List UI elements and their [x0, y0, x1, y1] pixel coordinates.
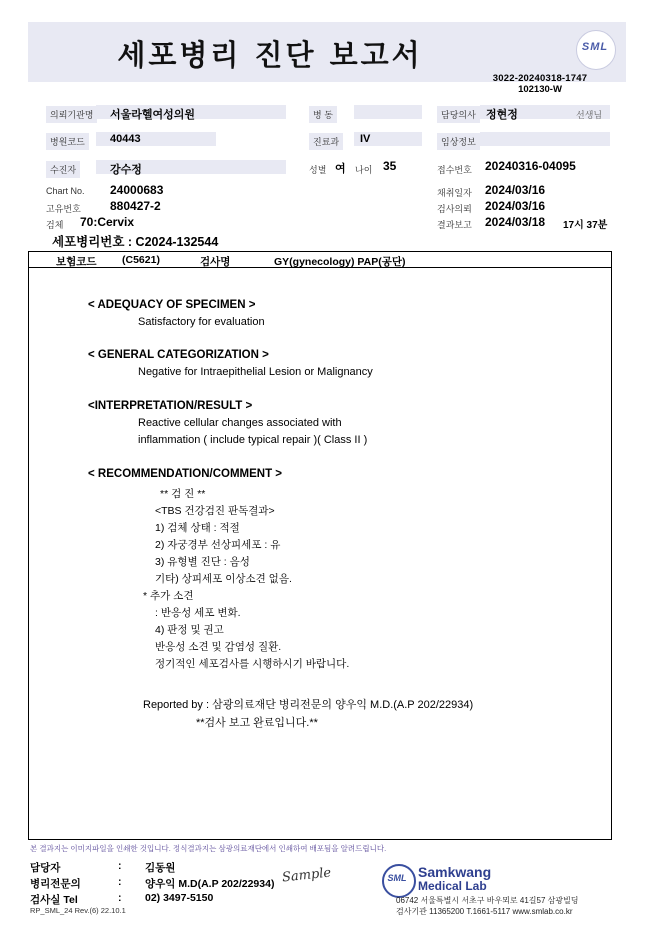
footer-row-2-value: 02) 3497-5150: [145, 892, 214, 904]
result-report-label: 결과보고: [437, 220, 472, 230]
recommendation-line-1: <TBS 건강검진 판독결과>: [155, 505, 275, 517]
interpretation-heading: <INTERPRETATION/RESULT >: [88, 400, 253, 412]
barcode-id-line1: 3022-20240318-1747: [492, 73, 588, 84]
sex-value: 여: [335, 163, 346, 175]
lab-logo-label: SML: [387, 873, 407, 883]
footer-row-2-label: 검사실 Tel: [30, 894, 78, 906]
specimen-value: 70:Cervix: [80, 215, 135, 229]
test-name-value: GY(gynecology) PAP(공단): [274, 256, 406, 268]
accession-label: 접수번호: [437, 165, 472, 175]
footer-disclaimer: 본 결과지는 이미지파일을 인쇄한 것입니다. 정식결과지는 삼광의료재단에서 인쇄하여 배포됨을 알려드립니다.: [30, 844, 387, 853]
footer-row-0-value: 김동원: [145, 862, 176, 874]
interpretation-body-2: inflammation ( include typical repair )( Class II ): [138, 434, 368, 446]
collect-date-value: 2024/03/16: [485, 183, 546, 197]
recommendation-line-4: 3) 유형별 진단 : 음성: [155, 556, 250, 568]
ward-field-bg: [354, 105, 422, 119]
revision-note: RP_SML_24 Rev.(6) 22.10.1: [30, 906, 126, 915]
institution-value: 서울라헬여성의원: [110, 109, 196, 121]
doctor-value: 정현정: [486, 109, 518, 121]
recommendation-line-5: 기타) 상피세포 이상소견 없음.: [155, 573, 292, 585]
unique-no-value: 880427-2: [110, 199, 161, 213]
completed-note: **검사 보고 완료입니다.**: [196, 717, 318, 729]
accession-value: 20240316-04095: [485, 159, 576, 173]
adequacy-heading: < ADEQUACY OF SPECIMEN >: [88, 299, 256, 311]
footer-row-1-value: 양우익 M.D(A.P 202/22934): [145, 878, 275, 890]
barcode-id-line2: 102130-W: [518, 84, 562, 95]
doctor-label: 담당의사: [437, 106, 480, 123]
recommendation-heading: < RECOMMENDATION/COMMENT >: [88, 468, 283, 480]
footer-row-0-label: 담당자: [30, 862, 61, 874]
recommendation-line-7: : 반응성 세포 변화.: [155, 607, 241, 619]
sex-label: 성별: [309, 165, 327, 175]
footer-row-1-colon: :: [118, 876, 122, 888]
specimen-label: 검체: [46, 220, 64, 230]
lab-address: 06742 서울특별시 서초구 바우뫼로 41길57 삼광빌딩: [396, 896, 579, 905]
recommendation-line-0: ** 검 진 **: [160, 488, 206, 500]
adequacy-body: Satisfactory for evaluation: [138, 316, 265, 328]
footer-row-1-label: 병리전문의: [30, 878, 81, 890]
collect-date-label: 채취일자: [437, 188, 472, 198]
sml-logo-label: SML: [581, 41, 609, 53]
recommendation-line-10: 정기적인 세포검사를 시행하시기 바랍니다.: [155, 658, 350, 670]
dept-value: IV: [360, 133, 371, 145]
recommendation-line-2: 1) 검체 상태 : 적절: [155, 522, 240, 534]
footer-row-2-colon: :: [118, 892, 122, 904]
page-title: 세포병리 진단 보고서: [117, 38, 423, 72]
clinical-label: 임상정보: [437, 133, 480, 150]
exam-request-value: 2024/03/16: [485, 199, 546, 213]
recommendation-line-9: 반응성 소견 및 감염성 질환.: [155, 641, 282, 653]
test-name-label: 검사명: [200, 256, 231, 268]
cyto-number: 세포병리번호 : C2024-132544: [52, 235, 219, 249]
age-value: 35: [383, 159, 397, 173]
chart-label: Chart No.: [46, 186, 85, 196]
ward-label: 병 동: [309, 106, 337, 123]
lab-name-line1: Samkwang: [418, 864, 492, 880]
result-report-value: 2024/03/18: [485, 215, 546, 229]
recommendation-line-6: * 추가 소견: [143, 590, 194, 602]
chart-value: 24000683: [110, 183, 164, 197]
hospital-code-label: 병원코드: [46, 133, 89, 150]
age-label: 나이: [355, 165, 373, 175]
recommendation-line-8: 4) 판정 및 권고: [155, 624, 224, 636]
hospital-code-value: 40443: [110, 133, 141, 145]
interpretation-body-1: Reactive cellular changes associated with: [138, 417, 342, 429]
exam-request-label: 검사의뢰: [437, 204, 472, 214]
insurance-code-label: 보험코드: [56, 256, 97, 268]
patient-value: 강수정: [110, 164, 142, 176]
clinical-field-bg: [480, 132, 610, 146]
lab-name-line2: Medical Lab: [418, 879, 487, 893]
institution-label: 의뢰기관명: [46, 106, 97, 123]
dept-label: 진료과: [309, 133, 343, 150]
signature: Sample: [281, 865, 332, 886]
reported-by: Reported by : 삼광의료재단 병리전문의 양우익 M.D.(A.P 202/22934): [143, 699, 474, 711]
footer-row-0-colon: :: [118, 860, 122, 872]
lab-contact: 검사기관 11365200 T.1661-5117 www.smlab.co.kr: [396, 907, 573, 916]
doctor-suffix: 선생님: [576, 110, 603, 120]
categorization-heading: < GENERAL CATEGORIZATION >: [88, 349, 269, 361]
patient-label: 수진자: [46, 161, 80, 178]
insurance-code-value: (C5621): [122, 254, 160, 266]
unique-no-label: 고유번호: [46, 204, 81, 214]
result-report-time: 17시 37분: [563, 220, 608, 231]
categorization-body: Negative for Intraepithelial Lesion or Malignancy: [138, 366, 373, 378]
recommendation-line-3: 2) 자궁경부 선상피세포 : 유: [155, 539, 281, 551]
